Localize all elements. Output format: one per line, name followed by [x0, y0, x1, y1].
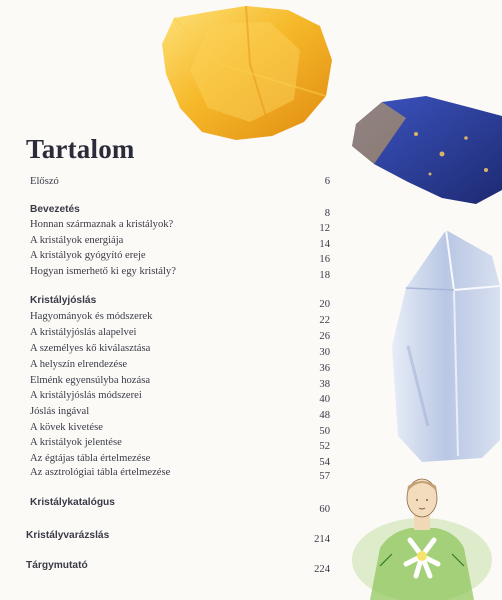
man-with-flower-figure-icon	[340, 476, 502, 600]
toc-entry-label: Honnan származnak a kristályok?	[30, 219, 174, 230]
toc-section-page: 214	[314, 534, 330, 545]
page-title: Tartalom	[26, 134, 135, 164]
toc-section-label: Kristályjóslás	[30, 295, 97, 306]
toc-entry-page: 26	[319, 331, 330, 342]
toc-entry-label: Előszó	[30, 176, 59, 187]
toc-section-page: 20	[319, 299, 330, 310]
toc-entry	[30, 358, 330, 372]
toc-entry-page: 6	[324, 176, 330, 187]
clear-quartz-crystal-icon	[388, 226, 502, 464]
toc-entry-label: A kristályok jelentése	[30, 437, 122, 448]
toc-section-label: Kristályvarázslás	[26, 530, 110, 541]
toc-entry	[30, 234, 330, 248]
toc-entry	[30, 374, 330, 388]
toc-entry-label: A személyes kő kiválasztása	[30, 343, 151, 354]
toc-section-page: 224	[314, 564, 330, 575]
toc-entry-label: Hogyan ismerhető ki egy kristály?	[30, 266, 176, 277]
toc-entry-label: Jóslás ingával	[30, 406, 90, 417]
toc-entry	[30, 326, 330, 340]
toc-entry-page: 16	[319, 254, 330, 265]
toc-entry	[30, 421, 330, 435]
lapis-lazuli-stone-icon	[346, 94, 502, 206]
toc-entry-page: 50	[319, 426, 330, 437]
toc-entry-page: 36	[319, 363, 330, 374]
toc-entry-page: 18	[319, 270, 330, 281]
toc-entry-label: Hagyományok és módszerek	[30, 311, 153, 322]
toc-entry	[30, 389, 330, 403]
toc-entry-page: 52	[319, 441, 330, 452]
toc-section-targymutato	[26, 559, 330, 573]
toc-section-bevezetes	[30, 203, 330, 217]
toc-section-kristalyjoslas	[30, 294, 330, 308]
toc-entry	[30, 466, 330, 480]
toc-entry-page: 54	[319, 457, 330, 468]
toc-entry-page: 12	[319, 223, 330, 234]
toc-entry-page: 40	[319, 394, 330, 405]
toc-entry-label: A helyszín elrendezése	[30, 359, 128, 370]
toc-entry	[30, 265, 330, 279]
toc-entry	[30, 405, 330, 419]
toc-entry-eloszo	[30, 175, 330, 189]
toc-section-label: Bevezetés	[30, 204, 80, 215]
toc-section-label: Kristálykatalógus	[30, 497, 115, 508]
toc-section-kristalykatalogus	[30, 496, 330, 515]
toc-entry-label: A kristályjóslás alapelvei	[30, 327, 137, 338]
toc-entry	[30, 218, 330, 232]
toc-section-page: 60	[319, 504, 330, 515]
toc-entry-label: A kristályok gyógyító ereje	[30, 250, 146, 261]
toc-entry-page: 48	[319, 410, 330, 421]
toc-entry	[30, 436, 330, 450]
toc-entry	[30, 342, 330, 356]
toc-entry-page: 57	[319, 471, 330, 482]
toc-section-page: 8	[324, 208, 330, 219]
toc-section-kristalyvarazslas	[26, 529, 330, 543]
toc-entry	[30, 310, 330, 324]
toc-entry-label: A kristályok energiája	[30, 235, 124, 246]
toc-entry-label: Az asztrológiai tábla értelmezése	[30, 467, 171, 478]
toc-entry-label: A kövek kivetése	[30, 422, 103, 433]
toc-entry-page: 22	[319, 315, 330, 326]
toc-entry-page: 38	[319, 379, 330, 390]
toc-section-label: Tárgymutató	[26, 560, 88, 571]
toc-entry	[30, 249, 330, 263]
toc-entry-label: A kristályjóslás módszerei	[30, 390, 142, 401]
toc-entry	[30, 452, 330, 466]
toc-entry-page: 14	[319, 239, 330, 250]
orange-calcite-crystal-icon	[150, 4, 340, 150]
toc-entry-page: 30	[319, 347, 330, 358]
toc-entry-label: Elménk egyensúlyba hozása	[30, 375, 151, 386]
toc-entry-label: Az égtájas tábla értelmezése	[30, 453, 151, 464]
